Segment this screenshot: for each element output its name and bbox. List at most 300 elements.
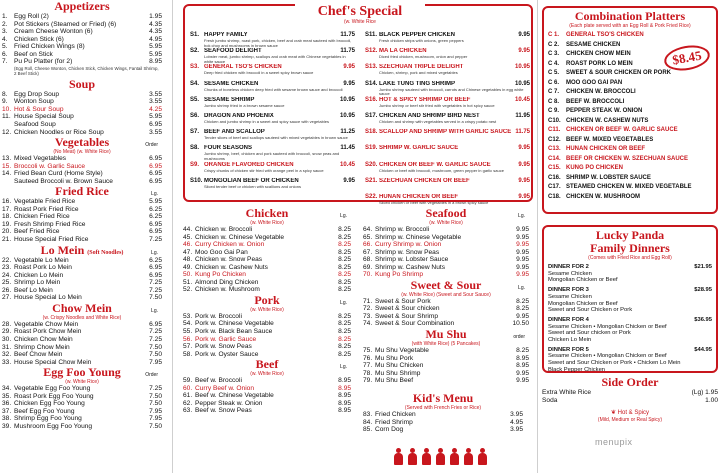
item-name: PEPPER STEAK W. ONION bbox=[566, 108, 643, 114]
beef-title: Beef bbox=[255, 357, 279, 372]
item-price: 7.50 bbox=[149, 400, 162, 408]
item-number: S18. bbox=[365, 129, 378, 136]
item-number: 54. bbox=[183, 320, 193, 328]
item-name: Chicken Lo Mein bbox=[14, 271, 64, 279]
side-item bbox=[542, 389, 718, 397]
dinner-line: Mongolian Chicken or Beef bbox=[548, 277, 618, 284]
lo-mein-list bbox=[2, 257, 162, 302]
menu-item bbox=[2, 36, 162, 44]
item-name: Vegetable Lo Mein bbox=[14, 256, 69, 264]
item-number: C 4. bbox=[548, 60, 560, 67]
item-number: 68. bbox=[363, 256, 373, 264]
item-number: S22. bbox=[365, 193, 378, 200]
chicken-sub: (w. White Rice) bbox=[250, 220, 284, 226]
item-number: S10. bbox=[190, 177, 203, 184]
item-number: 52. bbox=[183, 286, 193, 294]
item-name: Corn Dog bbox=[375, 426, 404, 434]
item-number: 6. bbox=[2, 50, 8, 58]
pork-list bbox=[183, 313, 351, 358]
item-name: Shrimp w. Broccoli bbox=[375, 226, 430, 233]
item-name: CHICKEN W. BROCCOLI bbox=[566, 89, 636, 95]
item-number: 84. bbox=[363, 418, 373, 426]
item-name: Pepper Steak w. Onion bbox=[195, 399, 263, 407]
appetizers-list bbox=[2, 13, 162, 66]
special-description: Tender slices of beef and scallops sauteed with mixed vegetables in brown sauce bbox=[204, 136, 348, 141]
seafood-sub: (w. White Rice) bbox=[429, 220, 463, 226]
item-price: 3.95 bbox=[510, 426, 523, 434]
item-name: Beef Fried Rice bbox=[14, 228, 60, 236]
menu-item bbox=[2, 51, 162, 59]
chefs-special-sub: (w. White Rice bbox=[344, 19, 376, 25]
item-name: Shrimp w. Chinese Vegetable bbox=[375, 233, 462, 241]
item-name: Beef Egg Foo Young bbox=[14, 407, 75, 415]
menu-item bbox=[363, 411, 523, 419]
item-name: Chicken w. Snow Peas bbox=[195, 256, 263, 264]
item-number: 48. bbox=[183, 256, 193, 264]
item-price: 9.95 bbox=[518, 161, 530, 168]
item-price: 11.25 bbox=[340, 129, 355, 136]
item-name: Sweet & Sour Combination bbox=[375, 320, 455, 328]
menu-item bbox=[2, 28, 162, 36]
combo-item bbox=[548, 79, 712, 89]
item-number: 73. bbox=[363, 312, 373, 320]
item-name: Mushroom Egg Foo Young bbox=[14, 422, 93, 430]
beef-list bbox=[183, 377, 351, 415]
item-name: SEAFOOD DELIGHT bbox=[204, 48, 262, 55]
appetizers-title: Appetizers bbox=[54, 0, 110, 13]
chow-mein-colhdr: Lg. bbox=[151, 307, 158, 314]
item-name: Fried Bean Curd (Home Style) bbox=[14, 170, 103, 178]
item-number: 49. bbox=[183, 263, 193, 271]
beef-colhdr: Lg. bbox=[340, 364, 347, 371]
item-price: 4.95 bbox=[510, 418, 523, 426]
special-description: Chicken, shrimp, pork and mixed vegetables bbox=[379, 71, 458, 76]
dinner-line: Sesame Chicken • Mongolian Chicken or Beef bbox=[548, 353, 667, 360]
item-number: 37. bbox=[2, 407, 12, 415]
item-name: Sweet & Sour chicken bbox=[375, 305, 440, 313]
menu-item bbox=[2, 58, 162, 66]
item-price: 10.95 bbox=[514, 80, 530, 87]
soup-list bbox=[2, 91, 162, 136]
item-number: C16. bbox=[548, 174, 561, 181]
menu-item bbox=[183, 392, 351, 400]
hot-spicy-label bbox=[542, 410, 718, 417]
item-price: 5.95 bbox=[149, 50, 162, 58]
item-price: 8.25 bbox=[338, 271, 351, 279]
menu-item bbox=[2, 170, 162, 178]
chefs-special-title: Chef's Special bbox=[295, 4, 425, 20]
special-description: Jumbo shrimp, beef, chicken and pork sauteed with broccoli, snow peas and mushrooms bbox=[204, 152, 340, 161]
item-number: 66. bbox=[363, 241, 373, 249]
item-price: 8.25 bbox=[338, 350, 351, 358]
special-item bbox=[365, 145, 530, 152]
item-price: 9.95 bbox=[516, 271, 529, 279]
menu-item bbox=[183, 256, 351, 264]
seafood-colhdr: Lg. bbox=[518, 213, 525, 219]
item-number: 51. bbox=[183, 278, 193, 286]
family-title-line1: Lucky Panda bbox=[595, 228, 665, 242]
menu-item bbox=[363, 313, 529, 321]
beef-header bbox=[183, 358, 351, 371]
sweet-sour-colhdr: Lg. bbox=[518, 284, 525, 291]
family-dinner-list bbox=[548, 264, 712, 374]
combo-item bbox=[548, 88, 712, 98]
menu-item bbox=[2, 198, 162, 206]
item-number: 23. bbox=[2, 264, 12, 272]
combo-sub: (Each plate served with an Egg Roll & Pork Fried Rice) bbox=[569, 23, 691, 29]
item-price: 8.95 bbox=[338, 407, 351, 415]
special-item bbox=[190, 48, 355, 55]
item-name: CHICKEN CHOW MEIN bbox=[566, 51, 631, 57]
item-price: 9.95 bbox=[343, 80, 355, 87]
item-name: Vegetable Fried Rice bbox=[14, 198, 76, 206]
menu-item bbox=[183, 264, 351, 272]
pork-title: Pork bbox=[254, 292, 280, 307]
kid-figure bbox=[435, 448, 446, 466]
special-description: Sliced chicken or beef with vegetables in a brown spicy sauce bbox=[379, 200, 489, 205]
item-number: 13. bbox=[2, 155, 12, 163]
special-description: Crispy chunks of chicken stir fried with orange peel in a spicy sauce bbox=[204, 168, 324, 173]
item-price: 8.95 bbox=[516, 362, 529, 370]
item-number: 38. bbox=[2, 415, 12, 423]
combo-item bbox=[548, 183, 712, 193]
menu-item bbox=[2, 43, 162, 51]
hot-spicy-text: Hot & Spicy bbox=[617, 410, 650, 417]
item-name: Beef Chow Mein bbox=[14, 351, 63, 359]
item-name: Roast Pork Lo Mein bbox=[14, 264, 72, 272]
combo-title: Combination Platters bbox=[574, 9, 686, 23]
dinner-line: Chicken Lo Mein bbox=[548, 337, 592, 344]
watermark-text: menupix bbox=[595, 437, 633, 447]
item-name: Beef w. Broccoli bbox=[195, 377, 242, 385]
item-name: Pork w. Garlic Sauce bbox=[195, 335, 257, 343]
item-name: House Special Lo Mein bbox=[14, 294, 82, 302]
item-price: 7.25 bbox=[149, 385, 162, 393]
menu-item bbox=[183, 313, 351, 321]
fried-rice-list bbox=[2, 198, 162, 243]
item-name: Cream Cheese Wonton (6) bbox=[14, 28, 93, 36]
combo-item bbox=[548, 107, 712, 117]
menu-item bbox=[183, 336, 351, 344]
item-price: 11.75 bbox=[340, 32, 355, 38]
item-number: S12. bbox=[365, 48, 378, 55]
item-number: 20. bbox=[2, 228, 12, 236]
item-number: 50. bbox=[183, 271, 193, 279]
menu-item bbox=[2, 91, 162, 99]
item-price: 6.95 bbox=[149, 177, 162, 185]
item-number: 76. bbox=[363, 354, 373, 362]
mu-shu-sub: (with White Rice) (5 Pancakes) bbox=[411, 341, 481, 348]
item-price: 7.25 bbox=[149, 328, 162, 336]
item-price: 10.95 bbox=[514, 64, 530, 71]
kids-menu bbox=[363, 392, 523, 434]
menu-item bbox=[183, 377, 351, 385]
menu-item bbox=[2, 272, 162, 280]
item-price: 6.25 bbox=[149, 213, 162, 221]
item-name: Sauteed Broccoli w. Brown Sauce bbox=[14, 177, 113, 185]
menu-item bbox=[363, 347, 529, 355]
item-number: 62. bbox=[183, 399, 193, 407]
item-name: Mu Shu Chicken bbox=[375, 362, 424, 370]
item-name: SESAME CHICKEN bbox=[204, 80, 259, 87]
item-price: 1.95 bbox=[149, 13, 162, 20]
item-number: C12. bbox=[548, 136, 561, 143]
item-number: 32. bbox=[2, 351, 12, 359]
item-number: S11. bbox=[365, 32, 378, 38]
item-name: Extra White Rice bbox=[542, 389, 592, 396]
item-name: Chicken w. Cashew Nuts bbox=[195, 263, 268, 271]
item-name: CHICKEN W. CASHEW NUTS bbox=[566, 117, 649, 124]
item-number: C15. bbox=[548, 165, 561, 171]
fried-rice-colhdr: Lg. bbox=[151, 191, 158, 198]
item-price: 7.25 bbox=[149, 279, 162, 287]
special-item bbox=[365, 129, 530, 136]
item-number: 53. bbox=[183, 312, 193, 320]
seafood-header bbox=[363, 207, 529, 220]
item-name: BEEF W. BROCCOLI bbox=[566, 98, 625, 105]
item-number: S8. bbox=[190, 145, 200, 152]
item-name: BEEF AND SCALLOP bbox=[204, 129, 265, 136]
menu-item bbox=[2, 221, 162, 229]
combo-item bbox=[548, 164, 712, 174]
item-name: GENERAL TSO'S CHICKEN bbox=[566, 32, 644, 38]
item-price: 5.95 bbox=[149, 113, 162, 121]
item-name: SZECHUAN TRIPLE DELIGHT bbox=[379, 64, 464, 71]
item-price: 6.95 bbox=[149, 155, 162, 163]
menu-item bbox=[2, 351, 162, 359]
item-number: 61. bbox=[183, 392, 193, 400]
item-price: 6.95 bbox=[149, 320, 162, 328]
special-item bbox=[190, 178, 355, 185]
combo-item bbox=[548, 136, 712, 146]
item-number: 85. bbox=[363, 426, 373, 434]
item-number: C 1. bbox=[548, 32, 560, 38]
kids-sub: (Served with French Fries or Rice) bbox=[404, 405, 482, 411]
item-price: 8.25 bbox=[338, 286, 351, 294]
soup-title: Soup bbox=[68, 76, 96, 91]
menu-item bbox=[2, 336, 162, 344]
menu-item bbox=[363, 256, 529, 264]
menu-item bbox=[2, 279, 162, 287]
item-name: Fried Shrimp bbox=[375, 418, 413, 426]
item-price: 7.50 bbox=[149, 343, 162, 351]
item-price: 5.95 bbox=[149, 198, 162, 206]
special-item bbox=[190, 145, 355, 152]
item-price: 9.95 bbox=[343, 177, 355, 184]
item-price: 11.45 bbox=[340, 145, 355, 152]
dinner-price: $44.95 bbox=[694, 346, 712, 353]
menu-item bbox=[2, 328, 162, 336]
chefs-special-left bbox=[190, 32, 355, 194]
side-item bbox=[542, 397, 718, 405]
menu-item bbox=[363, 234, 529, 242]
menu-item bbox=[363, 362, 529, 370]
special-item bbox=[190, 81, 355, 88]
item-price: 1.00 bbox=[705, 396, 718, 404]
menu-item bbox=[183, 271, 351, 279]
dinner-line: Sweet and Sour Chicken or Pork bbox=[548, 307, 633, 314]
kid-figure bbox=[407, 448, 418, 466]
menu-item bbox=[363, 305, 529, 313]
menu-item bbox=[2, 400, 162, 408]
item-name: Fresh Shrimp Fried Rice bbox=[14, 220, 86, 228]
item-name: House Special Soup bbox=[14, 113, 74, 121]
item-number: 39. bbox=[2, 422, 12, 430]
chow-mein-title: Chow Mein bbox=[52, 300, 112, 315]
lo-mein-title-text: Lo Mein bbox=[40, 242, 85, 257]
item-name: Pu Pu Platter (for 2) bbox=[14, 58, 73, 66]
special-description: Deep fried chicken with broccoli in a sweet spicy brown sauce bbox=[204, 71, 314, 76]
item-price: 10.45 bbox=[339, 161, 355, 168]
item-price: 7.50 bbox=[149, 351, 162, 359]
item-name: Broccoli w. Garlic Sauce bbox=[14, 162, 86, 170]
special-description: Jumbo shrimp sauteed with broccoli, carrots and Chinese vegetables in egg white sauce bbox=[379, 87, 524, 97]
item-name: FOUR SEASONS bbox=[204, 145, 253, 152]
item-name: CHICKEN OR BEEF W. GARLIC SAUCE bbox=[379, 161, 491, 168]
item-number: 75. bbox=[363, 347, 373, 355]
item-number: 10. bbox=[2, 105, 12, 113]
dinner-header bbox=[548, 317, 712, 324]
item-price: 8.95 bbox=[338, 377, 351, 385]
item-number: S2. bbox=[190, 48, 200, 55]
special-item bbox=[365, 97, 530, 104]
item-number: C 8. bbox=[548, 98, 560, 105]
item-name: GENERAL TSO'S CHICKEN bbox=[204, 64, 282, 71]
item-number: 34. bbox=[2, 385, 12, 393]
menu-item bbox=[363, 355, 529, 363]
menu-item bbox=[363, 226, 529, 234]
menu-item bbox=[2, 213, 162, 221]
combo-item bbox=[548, 98, 712, 108]
lo-mein-colhdr: Lg. bbox=[151, 249, 158, 256]
item-number: 26. bbox=[2, 286, 12, 294]
menu-item bbox=[363, 370, 529, 378]
item-number: 63. bbox=[183, 407, 193, 415]
item-name: Chicken w. Broccoli bbox=[195, 226, 253, 233]
mu-shu-title: Mu Shu bbox=[425, 327, 467, 342]
special-item bbox=[365, 162, 530, 169]
menu-item bbox=[363, 241, 529, 249]
item-price: 3.55 bbox=[149, 128, 162, 136]
egg-foo-young-header bbox=[2, 366, 162, 379]
menu-item bbox=[2, 13, 162, 21]
special-description bbox=[365, 152, 530, 161]
item-number: 47. bbox=[183, 248, 193, 256]
menu-item bbox=[363, 419, 523, 427]
item-number: S19. bbox=[365, 145, 378, 152]
menu-item bbox=[183, 279, 351, 287]
item-price: 7.25 bbox=[149, 236, 162, 244]
special-item bbox=[190, 97, 355, 104]
item-number: S20. bbox=[365, 161, 378, 168]
special-description: Fresh chicken strips with onions, green peppers bbox=[379, 39, 464, 43]
menu-item bbox=[183, 249, 351, 257]
item-number: 70. bbox=[363, 271, 373, 279]
combo-item bbox=[548, 155, 712, 165]
kid-figure bbox=[477, 448, 488, 466]
special-description: Jumbo shrimp or beef stir fried with vegetables in hot spicy sauce bbox=[379, 103, 495, 108]
item-number: C10. bbox=[548, 117, 561, 124]
kid-figure bbox=[449, 448, 460, 466]
item-name: Wonton Soup bbox=[14, 98, 54, 106]
item-price: 7.50 bbox=[149, 422, 162, 430]
item-price: 10.95 bbox=[339, 112, 355, 119]
item-name: SCALLOP AND SHRIMP WITH GARLIC SAUCE bbox=[379, 129, 512, 136]
dinner-price: $28.95 bbox=[694, 287, 712, 294]
menu-item bbox=[183, 407, 351, 415]
item-price: 6.25 bbox=[149, 205, 162, 213]
item-name: MONGOLIAN BEEF OR CHICKEN bbox=[204, 177, 299, 184]
menu-item bbox=[183, 234, 351, 242]
menu-item bbox=[2, 393, 162, 401]
item-number: 11. bbox=[2, 113, 11, 121]
egg-foo-young-title: Egg Foo Young bbox=[43, 365, 121, 380]
item-price: 8.95 bbox=[516, 354, 529, 362]
menu-item bbox=[2, 228, 162, 236]
item-price: 7.95 bbox=[149, 407, 162, 415]
combo-item bbox=[548, 126, 712, 136]
menu-item bbox=[2, 155, 162, 163]
dinner-name: DINNER FOR 2 bbox=[548, 264, 589, 270]
item-number: 21. bbox=[2, 236, 12, 244]
item-number: C 9. bbox=[548, 108, 560, 114]
item-price: 4.35 bbox=[149, 20, 162, 28]
menu-item bbox=[2, 206, 162, 214]
item-name: House Special Chow Mein bbox=[14, 358, 92, 366]
item-price: 8.25 bbox=[338, 241, 351, 249]
combo-price-badge: $8.45 bbox=[662, 42, 711, 74]
dinner-price: $21.95 bbox=[694, 264, 712, 270]
menu-item bbox=[2, 98, 162, 106]
menu-item bbox=[183, 226, 351, 234]
item-name: HOT & SPICY SHRIMP OR BEEF bbox=[379, 96, 471, 103]
menu-item bbox=[183, 241, 351, 249]
item-number: 79. bbox=[363, 377, 373, 385]
special-item bbox=[190, 129, 355, 136]
item-number: C 2. bbox=[548, 41, 560, 48]
item-price: 9.95 bbox=[516, 241, 529, 249]
item-number: C 3. bbox=[548, 51, 560, 57]
item-number: 24. bbox=[2, 271, 12, 279]
item-number: S9. bbox=[190, 161, 200, 168]
item-name: Chicken Fried Rice bbox=[14, 213, 70, 221]
dinner-name: DINNER FOR 3 bbox=[548, 287, 589, 294]
special-description: Jumbo shrimp fried in a brown sesame sauce bbox=[204, 103, 285, 108]
item-number: 65. bbox=[363, 233, 373, 241]
item-name: Pork w. Broccoli bbox=[195, 312, 242, 320]
egg-foo-young-list bbox=[2, 385, 162, 430]
kid-figure bbox=[421, 448, 432, 466]
item-number: 57. bbox=[183, 343, 193, 351]
special-description bbox=[365, 185, 530, 194]
item-price: 5.95 bbox=[149, 43, 162, 51]
menu-item bbox=[183, 343, 351, 351]
item-number: 71. bbox=[363, 297, 373, 305]
item-number: C18. bbox=[548, 193, 561, 200]
menu-column-right bbox=[542, 0, 718, 473]
item-name: Kung Po Shrimp bbox=[375, 271, 424, 279]
item-number: 36. bbox=[2, 400, 12, 408]
item-number: 56. bbox=[183, 335, 193, 343]
menu-column-middle bbox=[183, 0, 533, 473]
item-price: 6.25 bbox=[149, 256, 162, 264]
chow-mein-header bbox=[2, 302, 162, 315]
item-number: 72. bbox=[363, 305, 373, 313]
item-name: STEAMED CHICKEN W. MIXED VEGETABLE bbox=[566, 184, 692, 190]
item-price: 6.95 bbox=[149, 170, 162, 178]
item-price: 9.95 bbox=[518, 145, 530, 152]
item-name: Beef Lo Mein bbox=[14, 286, 53, 294]
